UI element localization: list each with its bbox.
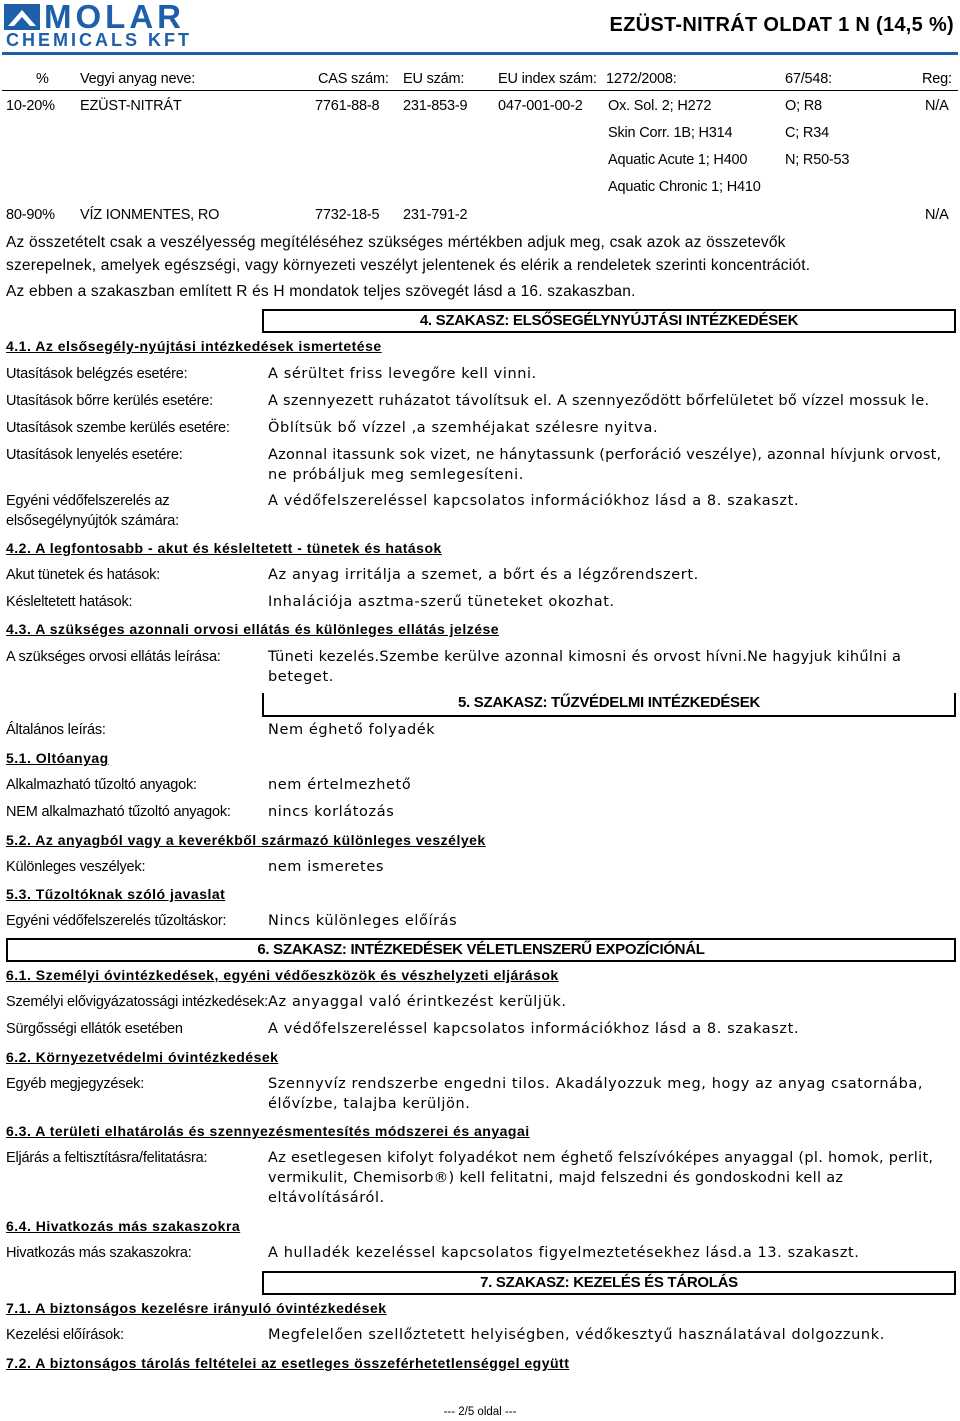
section-4-1-heading: 4.1. Az elsősegély-nyújtási intézkedések ismertetése (6, 338, 382, 354)
medical-label: A szükséges orvosi ellátás leírása: (6, 649, 221, 665)
cleanup-value-line1: Az esetlegesen kifolyt folyadékot nem éghető felszívóképes anyaggal (pl. homok, perlit, (268, 1150, 934, 1166)
col-header-index: EU index szám: (498, 71, 597, 87)
firefighter-ppe-label: Egyéni védőfelszerelés tűzoltáskor: (6, 913, 227, 929)
medical-value-line1: Tüneti kezelés.Szembe kerülve azonnal kimosni és orvost hívni.Ne hagyjuk kihűlni a (268, 649, 902, 665)
acute-value: Az anyag irritálja a szemet, a bőrt és a légzőrendszert. (268, 567, 699, 583)
first-aider-ppe-label-line2: elsősegélynyújtók számára: (6, 513, 179, 529)
ingestion-value-line2: ne próbáljuk meg semlegesíteni. (268, 467, 524, 483)
cleanup-label: Eljárás a feltisztításra/felitatásra: (6, 1150, 208, 1166)
row2-reg: N/A (925, 207, 949, 223)
other-remarks-label: Egyéb megjegyzések: (6, 1076, 145, 1092)
ingestion-value-line1: Azonnal itassunk sok vizet, ne hánytassunk (perforáció veszélye), azonnal hívjunk orvost, (268, 447, 942, 463)
section6-title: 6. SZAKASZ: INTÉZKEDÉSEK VÉLETLENSZERŰ EXPOZÍCIÓNÁL (6, 938, 956, 962)
row1-reg: N/A (925, 98, 949, 114)
emergency-responders-value: A védőfelszereléssel kapcsolatos információkhoz lásd a 8. szakaszt. (268, 1021, 800, 1037)
section-5-3-heading: 5.3. Tűzoltóknak szóló javaslat (6, 886, 226, 902)
ingestion-label: Utasítások lenyelés esetére: (6, 447, 183, 463)
row1-pct: 10-20% (6, 98, 55, 114)
cleanup-value-line2: vermikulit, Chemisorb®) kell felitatni, majd felszedni és gondoskodni kell az (268, 1170, 844, 1186)
emergency-responders-label: Sürgősségi ellátók esetében (6, 1021, 183, 1037)
composition-note-line3: Az ebben a szakaszban említett R és H mondatok teljes szövegét lásd a 16. szakaszban. (6, 283, 636, 300)
page-number: --- 2/5 oldal --- (443, 1406, 517, 1418)
col-header-cas: CAS szám: (318, 71, 389, 87)
reference-label: Hivatkozás más szakaszokra: (6, 1245, 192, 1261)
section-4-3-heading: 4.3. A szükséges azonnali orvosi ellátás és különleges ellátás jelzése (6, 621, 500, 637)
row1-cas: 7761-88-8 (315, 98, 380, 114)
section-4-2-heading: 4.2. A legfontosabb - akut és késleltetett - tünetek és hatások (6, 540, 442, 556)
col-header-reg: Reg: (922, 71, 952, 87)
row1-clp-4: Aquatic Chronic 1; H410 (608, 179, 761, 195)
suitable-media-value: nem értelmezhető (268, 777, 412, 793)
section-7-2-heading: 7.2. A biztonságos tárolás feltételei az esetleges összeférhetetlenséggel együtt (6, 1355, 570, 1371)
table-header-divider (2, 90, 958, 91)
section-6-4-heading: 6.4. Hivatkozás más szakaszokra (6, 1218, 241, 1234)
medical-value-line2: beteget. (268, 669, 334, 685)
special-hazards-value: nem ismeretes (268, 859, 384, 875)
unsuitable-media-label: NEM alkalmazható tűzoltó anyagok: (6, 804, 231, 820)
header-divider (2, 52, 958, 55)
row1-name: EZÜST-NITRÁT (80, 98, 182, 114)
firefighter-ppe-value: Nincs különleges előírás (268, 913, 458, 929)
general-label: Általános leírás: (6, 722, 106, 738)
personal-precautions-label: Személyi elővigyázatossági intézkedések: (6, 994, 268, 1010)
composition-note-line1: Az összetételt csak a veszélyesség megítéléséhez szükséges mértékben adjuk meg, csak azok az összetevők (6, 234, 786, 251)
section-7-1-heading: 7.1. A biztonságos kezelésre irányuló óvintézkedések (6, 1300, 387, 1316)
cleanup-value-line3: eltávolításáról. (268, 1190, 385, 1206)
general-value: Nem éghető folyadék (268, 722, 436, 738)
section-5-2-heading: 5.2. Az anyagból vagy a keverékből származó különleges veszélyek (6, 832, 486, 848)
delayed-value: Inhalációja asztma-szerű tüneteket okozhat. (268, 594, 615, 610)
inhalation-label: Utasítások belégzés esetére: (6, 366, 188, 382)
other-remarks-value-line1: Szennyvíz rendszerbe engedni tilos. Akadályozzuk meg, hogy az anyag csatornába, (268, 1076, 924, 1092)
first-aider-ppe-label-line1: Egyéni védőfelszerelés az (6, 493, 170, 509)
skin-label: Utasítások bőrre kerülés esetére: (6, 393, 213, 409)
delayed-label: Késleltetett hatások: (6, 594, 133, 610)
col-header-eu: EU szám: (403, 71, 465, 87)
personal-precautions-value: Az anyaggal való érintkezést kerüljük. (268, 994, 567, 1010)
row1-dsd-3: N; R50-53 (785, 152, 850, 168)
logo-text-molar: MOLAR (44, 0, 185, 35)
row2-name: VÍZ IONMENTES, RO (80, 207, 220, 223)
first-aider-ppe-value: A védőfelszereléssel kapcsolatos információkhoz lásd a 8. szakaszt. (268, 493, 800, 509)
row1-eu: 231-853-9 (403, 98, 468, 114)
row2-eu: 231-791-2 (403, 207, 468, 223)
row1-index: 047-001-00-2 (498, 98, 583, 114)
handling-label: Kezelési előírások: (6, 1327, 124, 1343)
section5-title: 5. SZAKASZ: TŰZVÉDELMI INTÉZKEDÉSEK (262, 693, 956, 717)
row1-clp-2: Skin Corr. 1B; H314 (608, 125, 733, 141)
section-6-3-heading: 6.3. A területi elhatárolás és szennyezésmentesítés módszerei és anyagai (6, 1123, 530, 1139)
skin-value: A szennyezett ruházatot távolítsuk el. A szennyeződött bőrfelületet bő vízzel mossuk le. (268, 393, 930, 409)
col-header-pct: % (36, 71, 49, 87)
eye-value: Öblítsük bő vízzel ,a szemhéjakat szélesre nyitva. (268, 420, 659, 436)
row2-cas: 7732-18-5 (315, 207, 380, 223)
composition-note-line2: szerepelnek, amelyek egészségi, vagy környezeti veszélyt jelentenek és elérik a rendeletek szerinti koncentrációt. (6, 257, 811, 274)
logo-text-chemicals: CHEMICALS KFT (6, 30, 192, 50)
col-header-dsd: 67/548: (785, 71, 832, 87)
section7-title: 7. SZAKASZ: KEZELÉS ÉS TÁROLÁS (262, 1271, 956, 1295)
acute-label: Akut tünetek és hatások: (6, 567, 160, 583)
handling-value: Megfelelően szellőztetett helyiségben, védőkesztyű használatával dolgozzunk. (268, 1327, 885, 1343)
col-header-clp: 1272/2008: (606, 71, 677, 87)
row1-dsd-2: C; R34 (785, 125, 829, 141)
unsuitable-media-value: nincs korlátozás (268, 804, 395, 820)
row2-pct: 80-90% (6, 207, 55, 223)
document-title: EZÜST-NITRÁT OLDAT 1 N (14,5 %) (609, 14, 954, 36)
section-5-1-heading: 5.1. Oltóanyag (6, 750, 109, 766)
inhalation-value: A sérültet friss levegőre kell vinni. (268, 366, 537, 382)
reference-value: A hulladék kezeléssel kapcsolatos figyelmeztetésekhez lásd.a 13. szakaszt. (268, 1245, 860, 1261)
section-6-1-heading: 6.1. Személyi óvintézkedések, egyéni védőeszközök és vészhelyzeti eljárások (6, 967, 559, 983)
eye-label: Utasítások szembe kerülés esetére: (6, 420, 230, 436)
row1-clp-1: Ox. Sol. 2; H272 (608, 98, 712, 114)
row1-clp-3: Aquatic Acute 1; H400 (608, 152, 748, 168)
special-hazards-label: Különleges veszélyek: (6, 859, 146, 875)
other-remarks-value-line2: élővízbe, talajba kerüljön. (268, 1096, 471, 1112)
section-6-2-heading: 6.2. Környezetvédelmi óvintézkedések (6, 1049, 279, 1065)
section4-title: 4. SZAKASZ: ELSŐSEGÉLYNYÚJTÁSI INTÉZKEDÉSEK (262, 309, 956, 333)
row1-dsd-1: O; R8 (785, 98, 822, 114)
col-header-name: Vegyi anyag neve: (80, 71, 196, 87)
suitable-media-label: Alkalmazható tűzoltó anyagok: (6, 777, 197, 793)
